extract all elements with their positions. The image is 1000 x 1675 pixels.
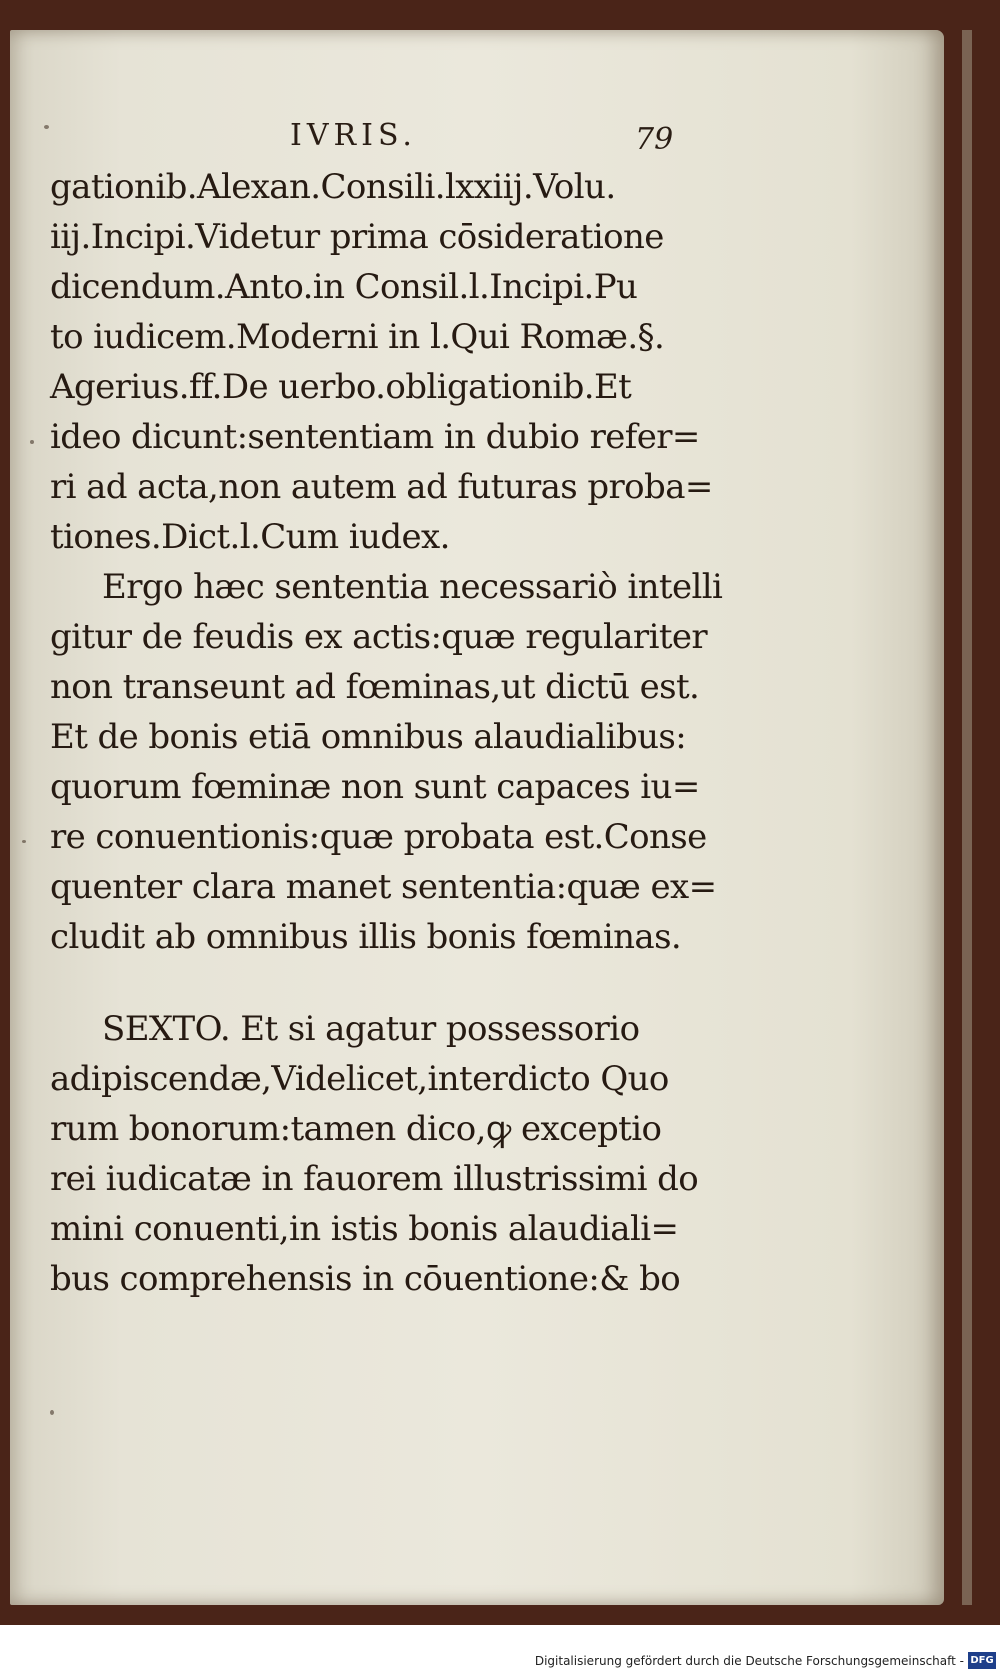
text-line: quenter clara manet sententia:quæ ex= (50, 867, 717, 907)
funding-credit: Digitalisierung gefördert durch die Deutsche Forschungsgemeinschaft - (534, 1654, 964, 1668)
ink-speck (50, 1410, 54, 1415)
text-line: ri ad acta,non autem ad futuras proba= (50, 467, 713, 507)
text-line: Ergo hæc sententia necessariò intelli (102, 567, 723, 607)
text-line: adipiscendæ,Videlicet,interdicto Quo (50, 1059, 669, 1099)
text-line: gitur de feudis ex actis:quæ regulariter (50, 617, 708, 657)
text-line: to iudicem.Moderni in l.Qui Romæ.§. (50, 317, 665, 357)
text-line: Agerius.ff.De uerbo.obligationib.Et (50, 367, 632, 407)
ink-speck (22, 840, 26, 843)
text-line: cludit ab omnibus illis bonis fœminas. (50, 917, 682, 957)
text-block (50, 162, 740, 1304)
text-line: bus comprehensis in cōuentione:& bo (50, 1259, 681, 1299)
text-line: mini conuenti,in istis bonis alaudiali= (50, 1209, 679, 1249)
text-line: ideo dicunt:sententiam in dubio refer= (50, 417, 700, 457)
paragraph-1 (50, 162, 740, 562)
dfg-logo: DFG (968, 1652, 996, 1669)
text-line: iij.Incipi.Videtur prima cōsideratione (50, 217, 664, 257)
page-number: 79 (635, 122, 674, 157)
text-line: quorum fœminæ non sunt capaces iu= (50, 767, 700, 807)
page-header (0, 118, 1000, 158)
text-line: non transeunt ad fœminas,ut dictū est. (50, 667, 700, 707)
text-line: rum bonorum:tamen dico,ꝙ exceptio (50, 1109, 662, 1149)
text-line: Et de bonis etiā omnibus alaudialibus: (50, 717, 687, 757)
text-line: gationib.Alexan.Consili.lxxiij.Volu. (50, 167, 616, 207)
paragraph-2 (50, 562, 740, 962)
paragraph-3 (50, 1004, 740, 1304)
paragraph-gap (50, 962, 740, 1004)
text-line: dicendum.Anto.in Consil.l.Incipi.Pu (50, 267, 638, 307)
ink-speck (30, 440, 34, 444)
text-line: SEXTO. Et si agatur possessorio (102, 1009, 640, 1049)
page-edge-shadow (962, 30, 972, 1605)
text-line: rei iudicatæ in fauorem illustrissimi do (50, 1159, 699, 1199)
running-head: IVRIS. (290, 118, 417, 153)
text-line: tiones.Dict.l.Cum iudex. (50, 517, 450, 557)
digitization-footer (0, 1650, 1000, 1675)
text-line: re conuentionis:quæ probata est.Conse (50, 817, 707, 857)
